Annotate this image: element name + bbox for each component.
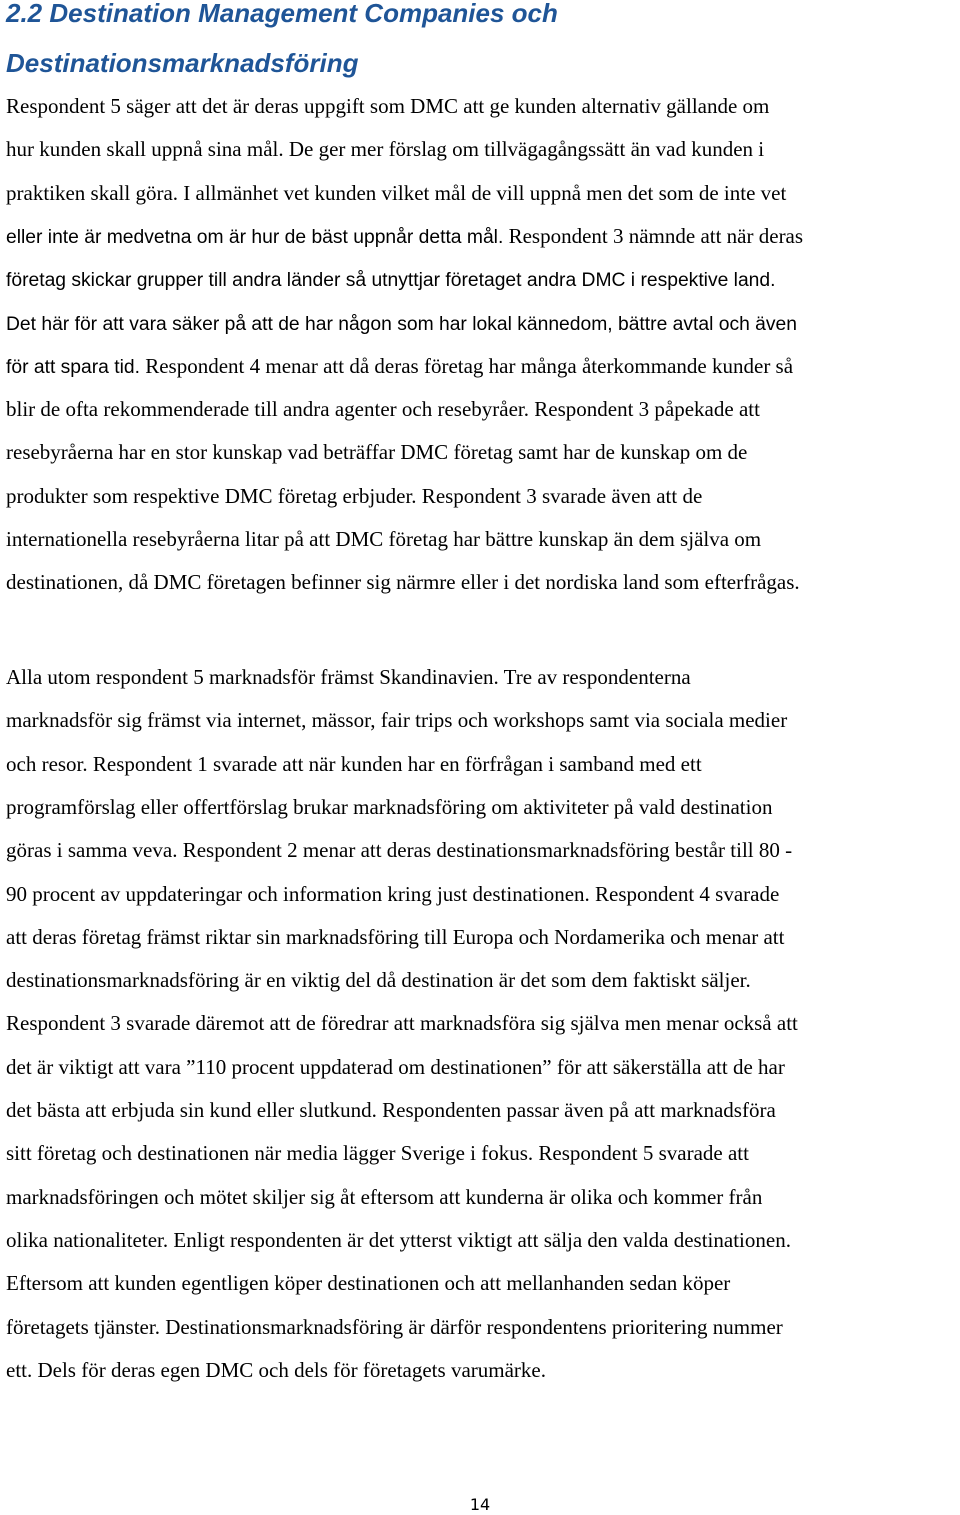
text-line <box>6 139 764 160</box>
text-segment: olika nationaliteter. Enligt respondenten är det ytterst viktigt att sälja den valda destinationen. <box>6 1227 791 1252</box>
text-segment: för att spara tid. <box>6 356 140 378</box>
text-segment: Alla utom respondent 5 marknadsför främst Skandinavien. Tre av respondenterna <box>6 665 691 689</box>
text-line <box>6 353 794 378</box>
text-segment: programförslag eller offertförslag brukar marknadsföring om aktiviteter på vald destination <box>6 794 773 819</box>
text-segment: det är viktigt att vara ”110 procent uppdaterad om destinationen” för att säkerställa att de har <box>6 1054 785 1079</box>
text-line <box>6 269 776 290</box>
text-segment: Respondent 3 svarade däremot att de föredrar att marknadsföra sig själva men menar också att <box>6 1011 798 1036</box>
text-segment: företag skickar grupper till andra länder så utnyttjar företaget andra DMC i respektive land. <box>6 270 776 292</box>
text-segment: 90 procent av uppdateringar och information kring just destinationen. Respondent 4 svarade <box>6 881 780 906</box>
text-line <box>6 572 800 593</box>
text-line <box>6 96 769 117</box>
text-segment: marknadsför sig främst via internet, mässor, fair trips och workshops samt via sociala medier <box>6 708 788 733</box>
text-line <box>6 1357 546 1382</box>
text-segment: destinationsmarknadsföring är en viktig del då destination är det som dem faktiskt säljer. <box>6 968 751 993</box>
text-line <box>6 751 702 776</box>
text-line <box>6 710 787 731</box>
text-line <box>6 1054 785 1079</box>
text-line <box>6 970 751 991</box>
text-segment: ett. Dels för deras egen DMC och dels för företagets varumärke. <box>6 1357 546 1382</box>
text-line <box>6 442 747 463</box>
text-segment: det bästa att erbjuda sin kund eller slutkund. Respondenten passar även på att marknadsföra <box>6 1098 776 1122</box>
section-heading-line-1: 2.2 Destination Management Companies och <box>6 0 558 28</box>
text-segment: blir de ofta rekommenderade till andra agenter och resebyråer. Respondent 3 påpekade att <box>6 397 760 422</box>
text-line <box>6 399 760 420</box>
text-segment: eller inte är medvetna om är hur de bäst uppnår detta mål. <box>6 226 504 248</box>
text-line <box>6 1184 763 1209</box>
text-line <box>6 924 785 949</box>
text-line <box>6 529 761 550</box>
text-line <box>6 1143 749 1164</box>
text-segment: att deras företag främst riktar sin marknadsföring till Europa och Nordamerika och menar att <box>6 924 785 949</box>
text-segment: praktiken skall göra. I allmänhet vet kunden vilket mål de vill uppnå men det som de inte vet <box>6 180 787 205</box>
text-line <box>6 223 804 248</box>
text-segment: företagets tjänster. Destinationsmarknadsföring är därför respondentens prioritering nummer <box>6 1314 783 1339</box>
text-line <box>6 1227 791 1252</box>
text-segment: Respondent 4 menar att då deras företag har många återkommande kunder så <box>139 353 794 378</box>
text-segment: hur kunden skall uppnå sina mål. De ger mer förslag om tillvägagångssätt än vad kunden i <box>6 137 765 162</box>
text-line <box>6 180 787 205</box>
text-segment: göras i samma veva. Respondent 2 menar att deras destinationsmarknadsföring består till 80 - <box>6 838 793 863</box>
section-heading-line-2: Destinationsmarknadsföring <box>6 48 359 78</box>
text-segment: och resor. Respondent 1 svarade att när kunden har en förfrågan i samband med ett <box>6 751 702 776</box>
text-line <box>6 881 780 906</box>
text-line <box>6 483 703 508</box>
text-line <box>6 794 773 819</box>
text-line <box>6 1314 783 1339</box>
text-segment: resebyråerna har en stor kunskap vad beträffar DMC företag samt har de kunskap om de <box>6 440 748 465</box>
text-segment: marknadsföringen och mötet skiljer sig åt eftersom att kunderna är olika och kommer från <box>6 1184 763 1209</box>
text-line <box>6 667 691 688</box>
text-segment: Respondent 3 nämnde att när deras <box>503 223 804 248</box>
text-segment: Eftersom att kunden egentligen köper destinationen och att mellanhanden sedan köper <box>6 1271 731 1296</box>
text-segment: Respondent 5 säger att det är deras uppgift som DMC att ge kunden alternativ gällande om <box>6 94 770 118</box>
text-segment: destinationen, då DMC företagen befinner sig närmre eller i det nordiska land som efterfrågas. <box>6 570 800 595</box>
page-number: 14 <box>469 1495 491 1514</box>
text-line <box>6 313 797 334</box>
text-segment: internationella resebyråerna litar på att DMC företag har bättre kunskap än dem själva om <box>6 527 762 551</box>
text-line <box>6 1013 798 1034</box>
text-line <box>6 1100 776 1121</box>
text-segment: sitt företag och destinationen när media lägger Sverige i fokus. Respondent 5 svarade att <box>6 1141 749 1166</box>
text-segment: Det här för att vara säker på att de har någon som har lokal kännedom, bättre avtal och även <box>6 313 797 335</box>
text-segment: produkter som respektive DMC företag erbjuder. Respondent 3 svarade även att de <box>6 483 703 508</box>
text-line <box>6 840 792 861</box>
text-line <box>6 1273 730 1294</box>
